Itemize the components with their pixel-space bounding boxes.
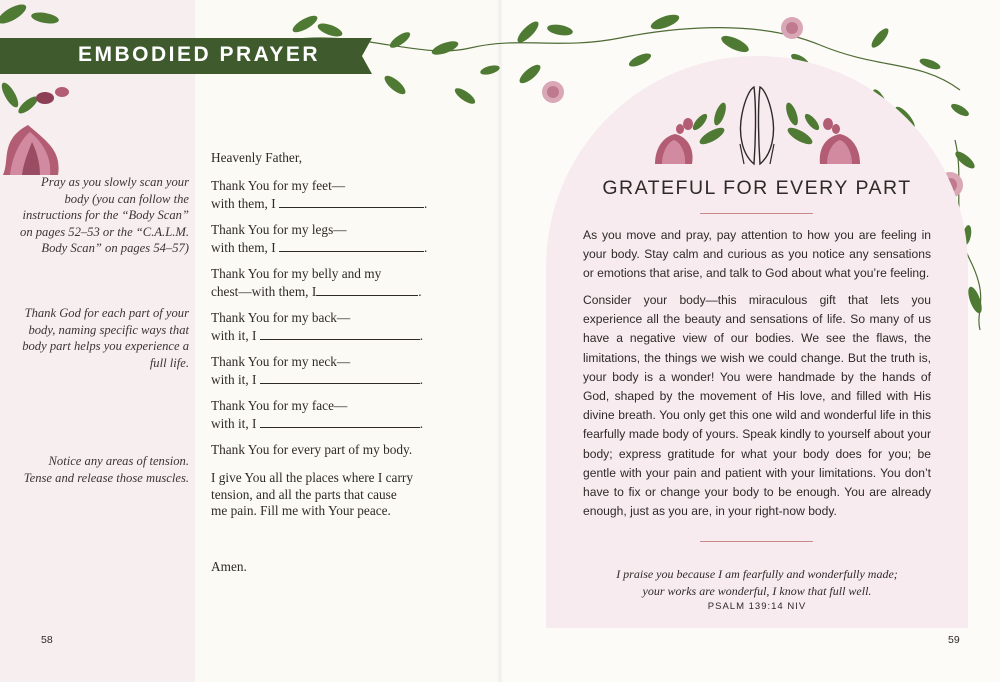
verse-reference: PSALM 139:14 NIV bbox=[707, 601, 807, 612]
sidenote-tension: Notice any areas of tension. Tense and release those muscles. bbox=[23, 454, 189, 485]
verse-line-2: your works are wonderful, I know that full well. bbox=[642, 584, 872, 598]
prayer-give: I give You all the places where I carry tension, and all the parts that cause me pain. Fill me with Your peace. bbox=[211, 470, 413, 518]
peony-flower-icon bbox=[0, 0, 90, 175]
fill-in-blank[interactable] bbox=[260, 371, 420, 384]
praying-hands-icon bbox=[650, 84, 865, 168]
prayer-legs: Thank You for my legs— with them, I . bbox=[211, 222, 428, 255]
section-title: EMBODIED PRAYER bbox=[78, 43, 321, 66]
fill-in-blank[interactable] bbox=[279, 239, 424, 252]
sidenote-body-scan: Pray as you slowly scan your body (you can follow the instructions for the “Body Scan” on pages 52–53 or the “C.A.L.M. Body Scan” on pages 54–57) bbox=[20, 175, 189, 255]
fill-in-blank[interactable] bbox=[260, 327, 420, 340]
title-divider bbox=[700, 213, 813, 214]
prayer-amen: Amen. bbox=[211, 559, 247, 574]
article-title: GRATEFUL FOR EVERY PART bbox=[602, 177, 912, 199]
sidenote-thank-god: Thank God for each part of your body, naming specific ways that body part helps you experience a full life. bbox=[22, 306, 189, 370]
page-number-left: 58 bbox=[41, 634, 53, 646]
fill-in-blank[interactable] bbox=[260, 415, 420, 428]
prayer-every-part: Thank You for every part of my body. bbox=[211, 442, 413, 457]
verse-line-1: I praise you because I am fearfully and wonderfully made; bbox=[616, 567, 898, 581]
prayer-back: Thank You for my back— with it, I . bbox=[211, 310, 424, 343]
fill-in-blank[interactable] bbox=[316, 283, 418, 296]
page-number-right: 59 bbox=[948, 634, 960, 646]
prayer-belly: Thank You for my belly and my chest—with them, I . bbox=[211, 266, 422, 299]
paragraph-2: Consider your body—this miraculous gift that lets you experience all the beauty and sensations of life. So many of us have a negative view of our bodies. We see the flaws, the limitations, the things we wish we could change. But the truth is, your body is a wonder! You were handmade by the hands of God, shaped by the movement of His love, and filled with His divine breath. You only get this one wild and wonderful life in this fearfully made body of yours. Speak kindly to yourself about your body; express gratitude for what your body does for you; be gentle with your pain and patient with your limitations. You don’t have to fix or change your body to be enough. You are already enough, just as you are, in your right-now body. bbox=[583, 293, 931, 519]
verse-divider bbox=[700, 541, 813, 542]
prayer-feet: Thank You for my feet— with them, I . bbox=[211, 178, 428, 211]
paragraph-1: As you move and pray, pay attention to how you are feeling in your body. Stay calm and curious as you notice any sensations or emotions that arise, and talk to God about what you’re feeling. bbox=[583, 228, 931, 281]
fill-in-blank[interactable] bbox=[279, 195, 424, 208]
prayer-neck: Thank You for my neck— with it, I . bbox=[211, 354, 424, 387]
prayer-greeting: Heavenly Father, bbox=[211, 150, 303, 165]
prayer-face: Thank You for my face— with it, I . bbox=[211, 398, 424, 431]
